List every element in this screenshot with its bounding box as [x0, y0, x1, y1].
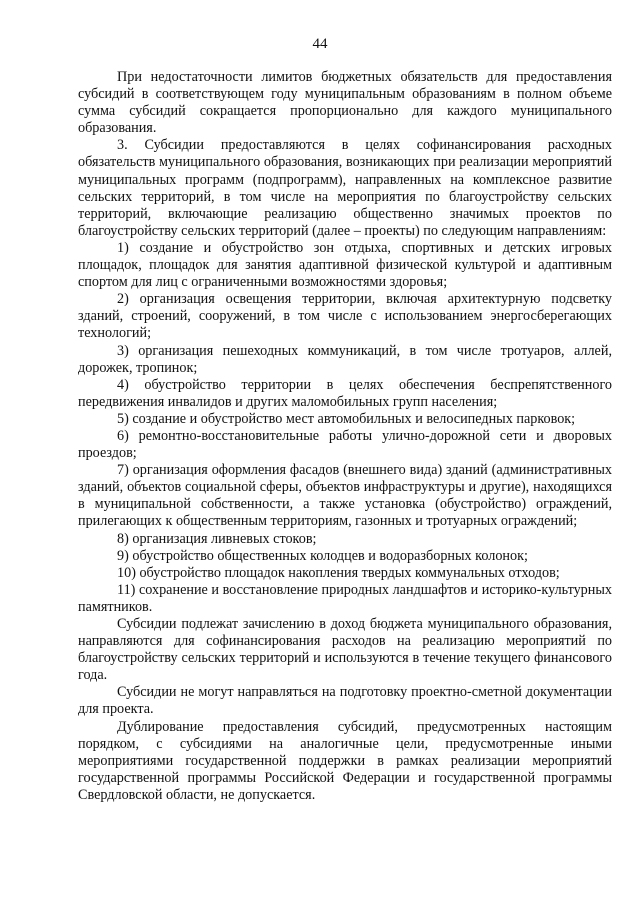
list-item-4: 4) обустройство территории в целях обеспечения беспрепятственного передвижения инвалидов и других маломобильных групп населения;: [78, 376, 612, 410]
document-body: [78, 69, 612, 804]
paragraph-budget-limits: При недостаточности лимитов бюджетных обязательств для предоставления субсидий в соответствующем году муниципальным образованиям в полном объеме сумма субсидий сокращается пропорционально для каждого муниципального образования.: [78, 69, 612, 137]
paragraph-design-documentation: Субсидии не могут направляться на подготовку проектно-сметной документации для проекта.: [78, 684, 612, 718]
list-item-11: 11) сохранение и восстановление природных ландшафтов и историко-культурных памятников.: [78, 581, 612, 615]
list-item-5: 5) создание и обустройство мест автомобильных и велосипедных парковок;: [117, 410, 576, 427]
list-item-3: 3) организация пешеходных коммуникаций, в том числе тротуаров, аллей, дорожек, тропинок;: [78, 342, 612, 376]
list-item-6: 6) ремонтно-восстановительные работы улично-дорожной сети и дворовых проездов;: [78, 427, 612, 462]
list-item-10: 10) обустройство площадок накопления твердых коммунальных отходов;: [117, 564, 560, 581]
list-item-9: 9) обустройство общественных колодцев и водоразборных колонок;: [117, 547, 528, 564]
list-item-8: 8) организация ливневых стоков;: [117, 530, 317, 547]
paragraph-no-duplication: Дублирование предоставления субсидий, предусмотренных настоящим порядком, с субсидиями на аналогичные цели, предусмотренные иными мероприятиями государственной поддержки в рамках реализации мероприятий государственной программы Российской Федерации и государственной программы Свердловской области, не допускается.: [78, 718, 612, 803]
paragraph-subsidy-purpose: 3. Субсидии предоставляются в целях софинансирования расходных обязательств муниципального образования, возникающих при реализации мероприятий муниципальных программ (подпрограмм), направленных на комплексное развитие сельских территорий, в том числе на мероприятия по благоустройству сельских территорий, включающие реализацию общественно значимых проектов по благоустройству сельских территорий (далее – проекты) по следующим направлениям:: [78, 137, 612, 239]
list-item-2: 2) организация освещения территории, включая архитектурную подсветку зданий, строений, сооружений, в том числе с использованием энергосберегающих технологий;: [78, 291, 612, 342]
list-item-1: 1) создание и обустройство зон отдыха, спортивных и детских игровых площадок, площадок для занятия адаптивной физической культурой и адаптивным спортом для лиц с ограниченными возможностями здоровья;: [78, 239, 612, 291]
list-item-7: 7) организация оформления фасадов (внешнего вида) зданий (административных зданий, объектов социальной сферы, объектов инфраструктуры и другие), находящихся в муниципальной собственности, а также установка (обустройство) ограждений, прилегающих к общественным территориям, газонных и тротуарных ограждений;: [78, 462, 612, 530]
paragraph-subsidy-crediting: Субсидии подлежат зачислению в доход бюджета муниципального образования, направляются для софинансирования расходов на реализацию мероприятий по благоустройству сельских территорий и используются в течение текущего финансового года.: [78, 616, 612, 684]
page-number: 44: [312, 36, 328, 52]
